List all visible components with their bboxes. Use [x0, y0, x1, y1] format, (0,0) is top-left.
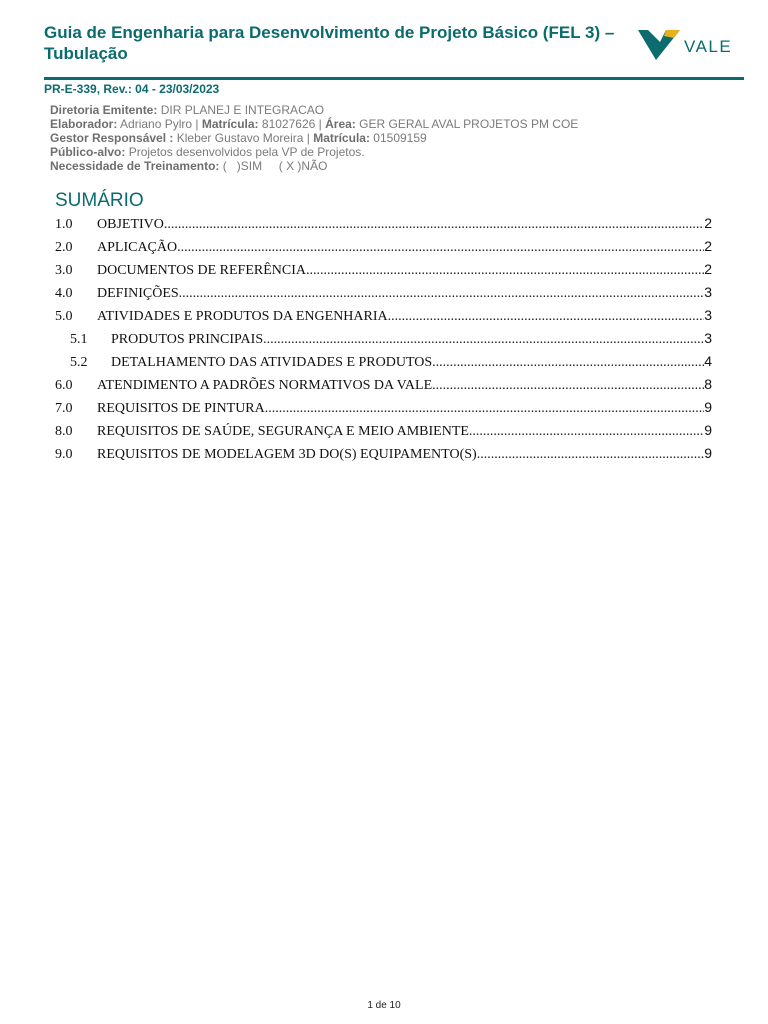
toc-item-page: 3 — [704, 284, 712, 300]
toc-item-documentos-referencia[interactable] — [55, 259, 712, 282]
meta-area-label: Área: — [325, 117, 356, 131]
toc-item-page: 2 — [704, 238, 712, 254]
toc-item-aplicacao[interactable] — [55, 236, 712, 259]
document-header — [44, 22, 644, 64]
toc-dot-leader — [164, 215, 704, 235]
toc-item-page: 9 — [704, 445, 712, 461]
page-indicator: 1 de 10 — [367, 1000, 401, 1011]
toc-item-page: 2 — [704, 261, 712, 277]
meta-publico-label: Público-alvo: — [50, 145, 126, 159]
toc-dot-leader — [388, 307, 705, 327]
toc-dot-leader — [432, 353, 704, 373]
meta-publico-value: Projetos desenvolvidos pela VP de Projetos. — [128, 145, 365, 159]
toc-item-page: 3 — [704, 330, 712, 346]
toc-item-page: 2 — [704, 215, 712, 231]
meta-treinamento-value: ( )SIM ( X )NÃO — [222, 159, 328, 173]
toc-item-label: DEFINIÇÕES — [97, 286, 179, 301]
toc-item-label: ATIVIDADES E PRODUTOS DA ENGENHARIA — [97, 309, 388, 324]
toc-item-number: 8.0 — [55, 424, 73, 439]
toc-item-label: REQUISITOS DE SAÚDE, SEGURANÇA E MEIO AMBIENTE — [97, 424, 469, 439]
meta-area-value: GER GERAL AVAL PROJETOS PM COE — [359, 117, 579, 131]
toc-subitem-detalhamento[interactable] — [55, 351, 712, 374]
toc-dot-leader — [432, 376, 704, 396]
toc-item-atividades-produtos[interactable] — [55, 305, 712, 328]
meta-matricula-label: Matrícula: — [313, 131, 370, 145]
toc-item-number: 5.1 — [70, 332, 88, 347]
meta-diretoria — [50, 103, 578, 117]
meta-diretoria-label: Diretoria Emitente: — [50, 103, 158, 117]
toc-item-label: APLICAÇÃO — [97, 240, 178, 255]
summary-title: SUMÁRIO — [55, 190, 144, 211]
toc-item-number: 2.0 — [55, 240, 73, 255]
toc-dot-leader — [177, 238, 704, 258]
meta-separator: | — [318, 117, 322, 131]
toc-item-modelagem-3d[interactable] — [55, 443, 712, 466]
table-of-contents — [55, 213, 712, 466]
document-metadata — [50, 103, 578, 173]
meta-diretoria-value: DIR PLANEJ E INTEGRACAO — [160, 103, 325, 117]
meta-treinamento — [50, 159, 578, 173]
toc-item-label: REQUISITOS DE PINTURA — [97, 401, 265, 416]
toc-item-number: 7.0 — [55, 401, 73, 416]
meta-publico — [50, 145, 578, 159]
toc-item-definicoes[interactable] — [55, 282, 712, 305]
toc-item-pintura[interactable] — [55, 397, 712, 420]
vale-logo — [636, 26, 746, 66]
toc-item-number: 6.0 — [55, 378, 73, 393]
vale-logo-icon — [636, 26, 686, 66]
toc-item-label: REQUISITOS DE MODELAGEM 3D DO(S) EQUIPAMENTO(S) — [97, 447, 477, 462]
meta-treinamento-label: Necessidade de Treinamento: — [50, 159, 220, 173]
toc-dot-leader — [179, 284, 705, 304]
toc-item-label: PRODUTOS PRINCIPAIS — [111, 332, 264, 347]
toc-item-label: OBJETIVO — [97, 217, 164, 232]
toc-item-page: 9 — [704, 422, 712, 438]
toc-item-number: 5.0 — [55, 309, 73, 324]
toc-item-number: 9.0 — [55, 447, 73, 462]
toc-item-number: 5.2 — [70, 355, 88, 370]
toc-item-label: DETALHAMENTO DAS ATIVIDADES E PRODUTOS — [111, 355, 433, 370]
toc-dot-leader — [265, 399, 704, 419]
meta-matricula-label: Matrícula: — [201, 117, 259, 131]
toc-dot-leader — [477, 445, 705, 465]
header-divider — [44, 77, 744, 80]
meta-elaborador-value: Adriano Pylro — [120, 117, 193, 131]
toc-item-number: 4.0 — [55, 286, 73, 301]
meta-separator: | — [195, 117, 199, 131]
toc-item-label: ATENDIMENTO A PADRÕES NORMATIVOS DA VALE — [97, 378, 433, 393]
toc-item-label: DOCUMENTOS DE REFERÊNCIA — [97, 263, 306, 278]
toc-item-number: 1.0 — [55, 217, 73, 232]
meta-gestor-value: Kleber Gustavo Moreira — [176, 131, 304, 145]
meta-gestor — [50, 131, 578, 145]
meta-separator: | — [306, 131, 310, 145]
toc-dot-leader — [469, 422, 704, 442]
toc-item-ssma[interactable] — [55, 420, 712, 443]
toc-subitem-produtos-principais[interactable] — [55, 328, 712, 351]
toc-item-page: 8 — [704, 376, 712, 392]
document-code: PR-E-339, Rev.: 04 - 23/03/2023 — [44, 82, 220, 96]
toc-dot-leader — [263, 330, 704, 350]
toc-item-number: 3.0 — [55, 263, 73, 278]
toc-dot-leader — [306, 261, 704, 281]
document-title: Guia de Engenharia para Desenvolvimento de Projeto Básico (FEL 3) – Tubulação — [44, 23, 615, 63]
toc-item-objetivo[interactable] — [55, 213, 712, 236]
meta-elaborador-label: Elaborador: — [50, 117, 118, 131]
meta-matricula-value: 01509159 — [373, 131, 427, 145]
vale-logo-wordmark: VALE — [684, 37, 733, 56]
meta-gestor-label: Gestor Responsável : — [50, 131, 174, 145]
toc-item-page: 4 — [704, 353, 712, 369]
toc-item-page: 3 — [704, 307, 712, 323]
meta-matricula-value: 81027626 — [261, 117, 316, 131]
toc-item-page: 9 — [704, 399, 712, 415]
toc-item-padroes-normativos[interactable] — [55, 374, 712, 397]
meta-elaborador — [50, 117, 578, 131]
